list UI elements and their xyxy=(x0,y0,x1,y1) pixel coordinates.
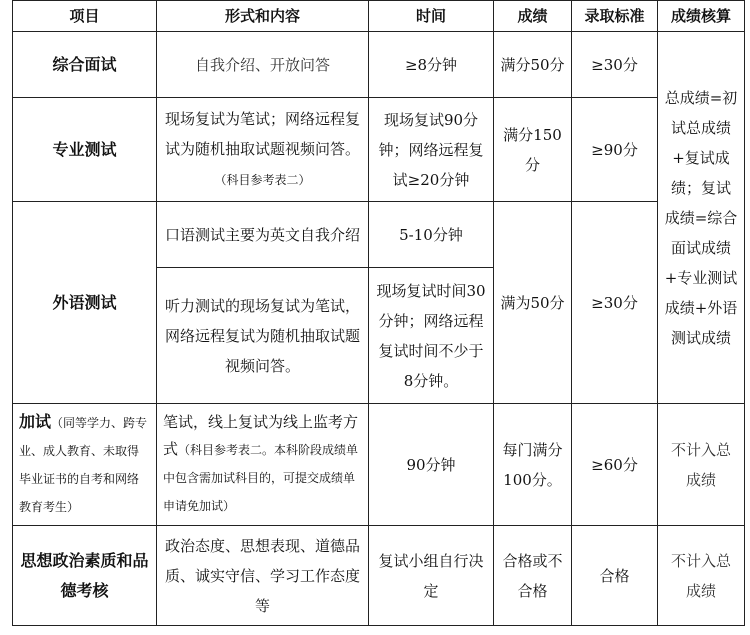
header-standard: 录取标准 xyxy=(572,1,658,32)
row-item: 思想政治素质和品德考核 xyxy=(13,526,157,626)
row-form-note: （科目参考表二。本科阶段成绩单中包含需加试科目的，可提交成绩单申请免加试） xyxy=(163,443,359,513)
row-item: 专业测试 xyxy=(13,98,157,202)
row-score: 满为50分 xyxy=(494,202,572,404)
table-row xyxy=(13,32,745,98)
header-time: 时间 xyxy=(369,1,494,32)
row-standard: ≥60分 xyxy=(572,404,658,526)
row-form: 政治态度、思想表现、道德品质、诚实守信、学习工作态度等 xyxy=(157,526,369,626)
header-form: 形式和内容 xyxy=(157,1,369,32)
row-form xyxy=(157,98,369,202)
row-score: 满分150分 xyxy=(494,98,572,202)
row-item xyxy=(13,404,157,526)
table-row xyxy=(13,526,745,626)
row-form-listen: 听力测试的现场复试为笔试，网络远程复试为随机抽取试题视频问答。 xyxy=(157,268,369,404)
row-standard: ≥90分 xyxy=(572,98,658,202)
header-row xyxy=(13,1,745,32)
row-form-text: 现场复试为笔试；网络远程复试为随机抽取试题视频问答。 xyxy=(164,110,360,158)
header-item: 项目 xyxy=(13,1,157,32)
row-score: 合格或不合格 xyxy=(494,526,572,626)
row-form-text: 笔试，线上复试为线上监考方式 xyxy=(163,413,359,458)
row-score: 每门满分100分。 xyxy=(494,404,572,526)
row-calc: 不计入总成绩 xyxy=(658,526,745,626)
row-standard: ≥30分 xyxy=(572,32,658,98)
row-form xyxy=(157,404,369,526)
row-item: 外语测试 xyxy=(13,202,157,404)
row-form-oral: 口语测试主要为英文自我介绍 xyxy=(157,202,369,268)
row-score: 满分50分 xyxy=(494,32,572,98)
table-row xyxy=(13,404,745,526)
row-time: 复试小组自行决定 xyxy=(369,526,494,626)
calc-note: 总成绩=初试总成绩+复试成绩；复试成绩=综合面试成绩+专业测试成绩+外语测试成绩 xyxy=(658,32,745,404)
header-score: 成绩 xyxy=(494,1,572,32)
row-item: 综合面试 xyxy=(13,32,157,98)
row-item-note: （同等学力、跨专业、成人教育、未取得毕业证书的自考和网络教育考生） xyxy=(19,416,148,514)
row-form: 自我介绍、开放问答 xyxy=(157,32,369,98)
row-form-note: （科目参考表二） xyxy=(214,173,311,187)
admission-table xyxy=(12,0,745,626)
row-time: 现场复试90分钟；网络远程复试≥20分钟 xyxy=(369,98,494,202)
row-time-listen: 现场复试时间30分钟；网络远程复试时间不少于8分钟。 xyxy=(369,268,494,404)
row-time-oral: 5-10分钟 xyxy=(369,202,494,268)
row-standard: 合格 xyxy=(572,526,658,626)
header-calc: 成绩核算 xyxy=(658,1,745,32)
table-row xyxy=(13,202,745,268)
row-standard: ≥30分 xyxy=(572,202,658,404)
row-time: 90分钟 xyxy=(369,404,494,526)
row-time: ≥8分钟 xyxy=(369,32,494,98)
row-calc: 不计入总成绩 xyxy=(658,404,745,526)
row-item-text: 加试 xyxy=(19,412,52,431)
table-row xyxy=(13,98,745,202)
